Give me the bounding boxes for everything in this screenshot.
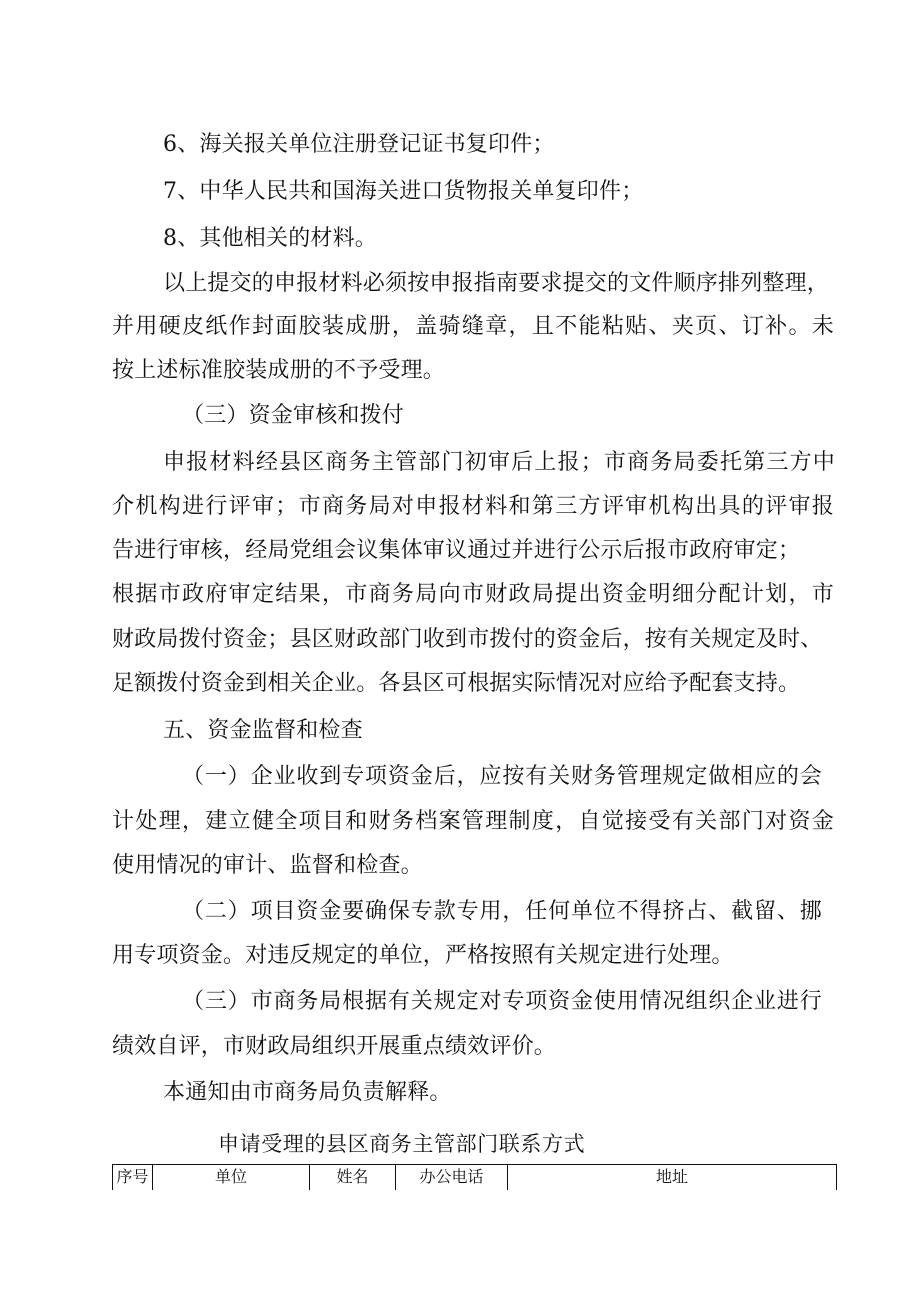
paragraph-line: （二）项目资金要确保专款专用，任何单位不得挤占、截留、挪 [182,899,822,924]
paragraph-line: 以上提交的申报材料必须按申报指南要求提交的文件顺序排列整理， [163,271,830,296]
table-title: 申请受理的县区商务主管部门联系方式 [218,1132,586,1156]
contact-table [112,1164,837,1190]
paragraph-line: 按上述标准胶装成册的不予受理。 [112,358,446,383]
paragraph-line: 本通知由市商务局负责解释。 [163,1080,452,1105]
paragraph-line: 根据市政府审定结果，市商务局向市财政局提出资金明细分配计划，市 [112,582,834,607]
paragraph-line: 并用硬皮纸作封面胶装成册，盖骑缝章，且不能粘贴、夹页、订补。未 [112,314,834,339]
paragraph-line: 介机构进行评审；市商务局对申报材料和第三方评审机构出具的评审报 [112,494,834,519]
table-header-name: 姓名 [310,1165,396,1190]
paragraph-line: 财政局拨付资金；县区财政部门收到市拨付的资金后，按有关规定及时、 [112,627,823,652]
paragraph-line: 绩效自评，市财政局组织开展重点绩效评价。 [112,1034,557,1059]
paragraph-line: 使用情况的审计、监督和检查。 [112,853,423,878]
list-item-7: 7、中华人民共和国海关进口货物报关单复印件； [163,179,644,204]
paragraph-line: 申报材料经县区商务主管部门初审后上报；市商务局委托第三方中 [163,450,835,475]
paragraph-line: （一）企业收到专项资金后，应按有关财务管理规定做相应的会 [182,764,822,789]
table-header-unit: 单位 [153,1165,310,1190]
section-heading: 五、资金监督和检查 [163,718,363,743]
table-header-phone: 办公电话 [396,1165,508,1190]
paragraph-line: 足额拨付资金到相关企业。各县区可根据实际情况对应给予配套支持。 [112,671,801,696]
paragraph-line: 计处理，建立健全项目和财务档案管理制度，自觉接受有关部门对资金 [112,809,834,834]
paragraph-line: （三）市商务局根据有关规定对专项资金使用情况组织企业进行 [182,989,822,1014]
list-item-8: 8、其他相关的材料。 [163,226,377,251]
table-header-address: 地址 [655,1167,688,1186]
table-header-index: 序号 [113,1165,153,1190]
paragraph-line: 告进行审核，经局党组会议集体审议通过并进行公示后报市政府审定； [112,538,801,563]
section-heading: （三）资金审核和拨付 [182,403,405,428]
list-item-6: 6、海关报关单位注册登记证书复印件； [163,132,555,157]
paragraph-line: 用专项资金。对违反规定的单位，严格按照有关规定进行处理。 [112,943,734,968]
